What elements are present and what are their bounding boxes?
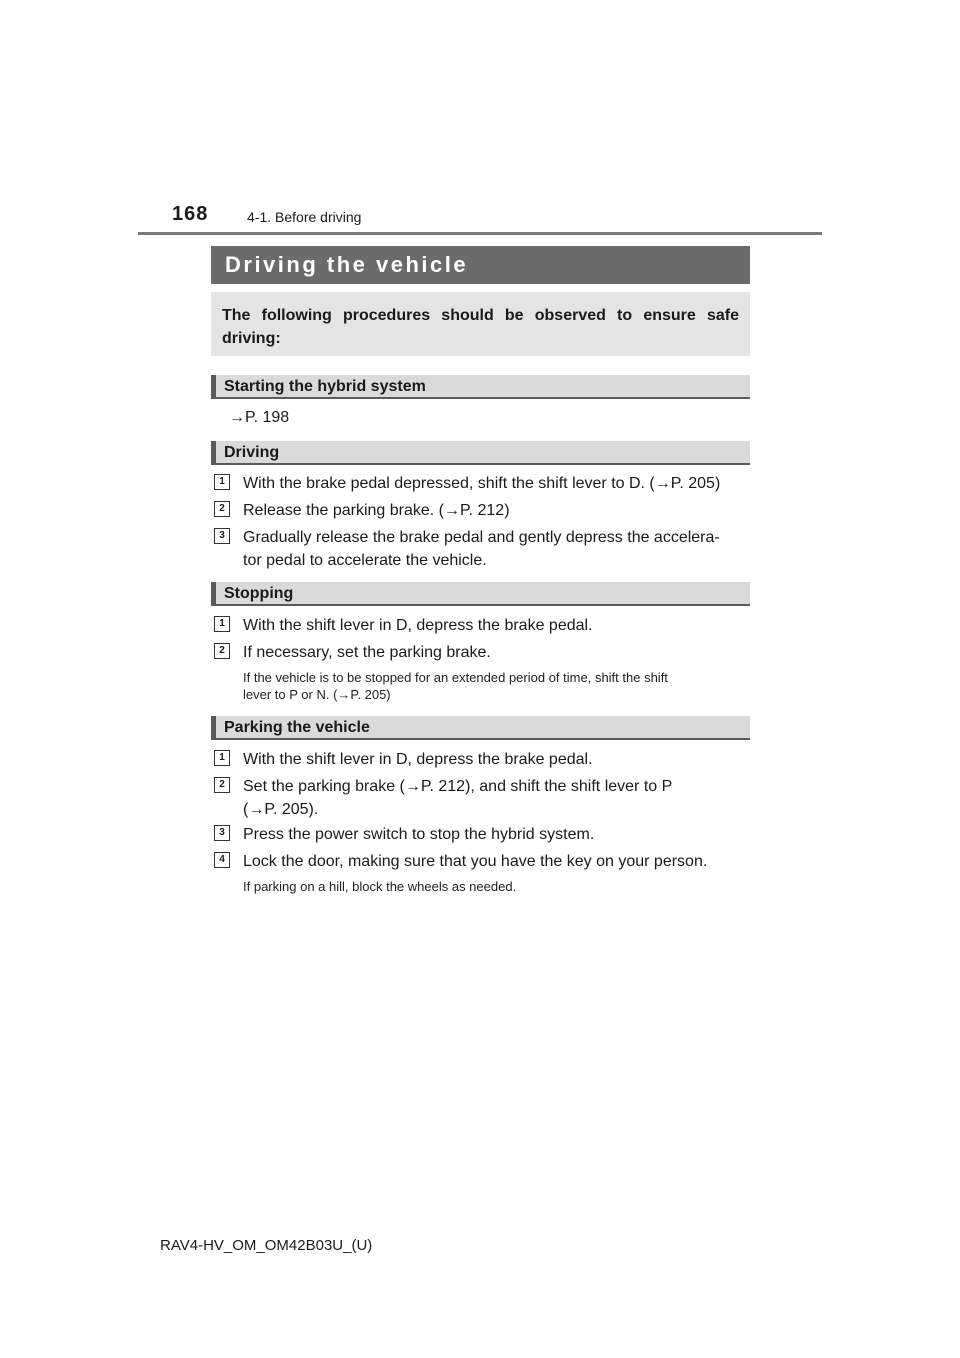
step-text: With the shift lever in D, depress the brake pedal.	[243, 617, 593, 634]
step-text: Press the power switch to stop the hybrid system.	[243, 826, 595, 843]
step-number-box: 2	[214, 777, 230, 793]
footer-doc-id: RAV4-HV_OM_OM42B03U_(U)	[160, 1237, 373, 1254]
step-number-box: 2	[214, 501, 230, 517]
section-heading-text: Parking the vehicle	[224, 719, 370, 736]
section-heading-parking	[211, 716, 750, 740]
intro-box	[211, 292, 750, 356]
note-text: If parking on a hill, block the wheels as needed.	[243, 879, 517, 894]
step-number-box: 3	[214, 528, 230, 544]
note-text-continued: lever to P or N. (→P. 205)	[243, 687, 391, 702]
step-number-box: 1	[214, 616, 230, 632]
section-heading-text: Starting the hybrid system	[224, 378, 426, 395]
section-heading-driving	[211, 441, 750, 465]
note-text: If the vehicle is to be stopped for an extended period of time, shift the shift	[243, 670, 668, 685]
step-text: Set the parking brake (→P. 212), and shift the shift lever to P	[243, 778, 673, 795]
section-marker	[211, 716, 216, 738]
title-bar	[211, 246, 750, 284]
step-number-box: 1	[214, 474, 230, 490]
page-number: 168	[172, 203, 209, 225]
step-number-box: 2	[214, 643, 230, 659]
section-heading-text: Stopping	[224, 585, 294, 602]
section-marker	[211, 582, 216, 604]
intro-text: The following procedures should be observed to ensure safe driving:	[222, 307, 739, 347]
step-number-box: 3	[214, 825, 230, 841]
step-text-continued: (→P. 205).	[243, 801, 319, 818]
step-text: If necessary, set the parking brake.	[243, 644, 491, 661]
step-number-box: 4	[214, 852, 230, 868]
section-heading-starting	[211, 375, 750, 399]
page-reference: →P. 198	[229, 409, 290, 426]
step-text: With the brake pedal depressed, shift the shift lever to D. (→P. 205)	[243, 475, 721, 492]
section-marker	[211, 441, 216, 463]
step-text: Release the parking brake. (→P. 212)	[243, 502, 510, 519]
step-text: With the shift lever in D, depress the brake pedal.	[243, 751, 593, 768]
header-rule	[138, 232, 822, 235]
step-number-box: 1	[214, 750, 230, 766]
section-heading-stopping	[211, 582, 750, 606]
section-heading-text: Driving	[224, 444, 280, 461]
step-text: Lock the door, making sure that you have the key on your person.	[243, 853, 708, 870]
step-text: Gradually release the brake pedal and gently depress the accelera-	[243, 529, 720, 546]
section-marker	[211, 375, 216, 397]
section-label: 4-1. Before driving	[247, 209, 362, 225]
page-title: Driving the vehicle	[225, 252, 469, 277]
step-text-continued: tor pedal to accelerate the vehicle.	[243, 552, 487, 569]
